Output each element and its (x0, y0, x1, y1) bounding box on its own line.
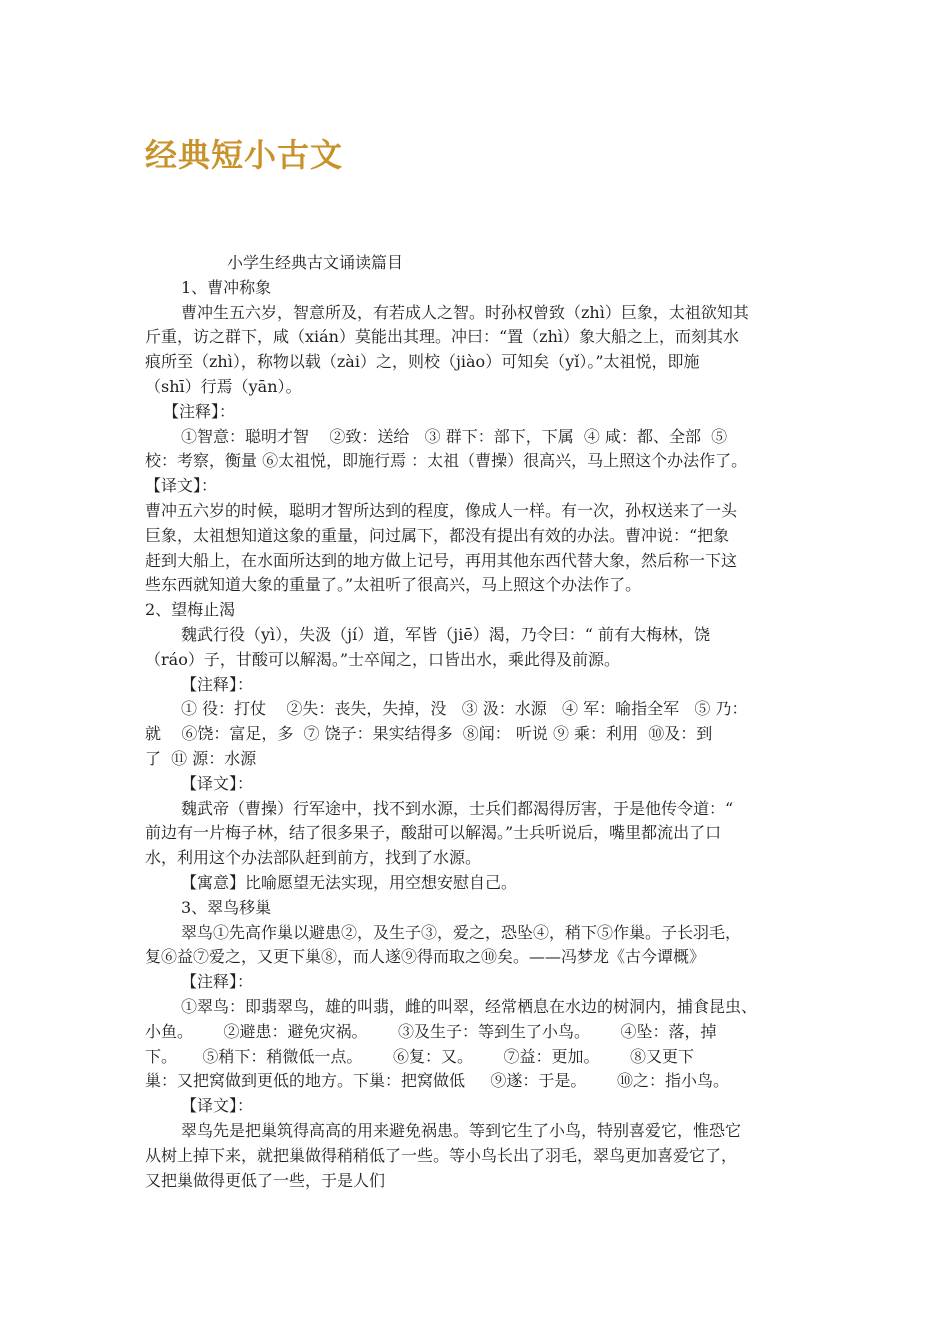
document-title: 经典短小古文 (145, 136, 344, 174)
text-line: 3、翠鸟移巢 (181, 897, 272, 917)
text-line: ① 役：打仗 ②失：丧失，失掉，没 ③ 汲：水源 ④ 军：喻指全军 ⑤ 乃： (181, 699, 748, 719)
text-line: 小鱼。 ②避患：避免灾祸。 ③及生子：等到生了小鸟。 ④坠：落，掉 (145, 1021, 717, 1041)
text-line: 【注释】： (181, 972, 254, 992)
text-line: 曹冲五六岁的时候，聪明才智所达到的程度，像成人一样。有一次，孙权送来了一头 (145, 501, 738, 520)
text-line: （shī）行焉（yān）。 (145, 377, 302, 396)
text-line: 【注释】： (181, 674, 254, 694)
text-line: 【寓意】比喻愿望无法实现，用空想安慰自己。 (181, 873, 518, 892)
text-line: 前边有一片梅子林，结了很多果子，酸甜可以解渴。”士兵听说后，嘴里都流出了口 (145, 823, 722, 843)
text-line: 痕所至（zhì），称物以载（zài）之，则校（jiào）可知矣（yǐ）。”太祖悦，即施 (145, 352, 700, 372)
text-line: 翠鸟①先高作巢以避患②，及生子③，爱之，恐坠④，稍下⑤作巢。子长羽毛， (181, 922, 742, 942)
text-line: 巢：又把窝做到更低的地方。下巢：把窝做低 ⑨遂：于是。 ⑩之：指小鸟。 (145, 1071, 729, 1091)
text-line: ①翠鸟：即翡翠鸟，雄的叫翡，雌的叫翠，经常栖息在水边的树洞内，捕食昆虫、 (181, 997, 758, 1016)
text-line: 从树上掉下来，就把巢做得稍稍低了一些。等小鸟长出了羽毛，翠鸟更加喜爱它了， (145, 1145, 738, 1165)
text-line: 翠鸟先是把巢筑得高高的用来避免祸患。等到它生了小鸟，特别喜爱它，惟恐它 (181, 1121, 742, 1140)
text-line: 魏武行役（yì），失汲（jí）道，军皆（jiē）渴，乃令曰：“ 前有大梅林，饶 (181, 625, 711, 644)
text-line: 魏武帝（曹操）行军途中，找不到水源，士兵们都渴得厉害，于是他传令道：“ (181, 798, 734, 818)
text-line: 斤重，访之群下，咸（xián）莫能出其理。冲曰：“置（zhì）象大船之上，而刻其水 (145, 327, 740, 347)
text-line: 就 ⑥饶：富足，多 ⑦ 饶子：果实结得多 ⑧闻： 听说 ⑨ 乘：利用 ⑩及：到 (145, 724, 713, 744)
text-line: 又把巢做得更低了一些，于是人们 (145, 1170, 386, 1190)
text-line: 赶到大船上，在水面所达到的地方做上记号，再用其他东西代替大象，然后称一下这 (145, 550, 738, 570)
text-line: 2、望梅止渴 (145, 600, 236, 620)
text-line: 巨象，太祖想知道这象的重量，问过属下，都没有提出有效的办法。曹冲说：“把象 (145, 525, 730, 545)
text-line: 了 ⑪ 源：水源 (145, 749, 257, 768)
text-line: （ráo）子，甘酸可以解渴。”士卒闻之，口皆出水，乘此得及前源。 (145, 649, 621, 669)
text-line: 1、曹冲称象 (181, 277, 272, 297)
text-line: 复⑥益⑦爱之，又更下巢⑧，而人遂⑨得而取之⑩矣。——冯梦龙《古今谭概》 (145, 947, 706, 967)
text-line: 【译文】： (181, 773, 254, 793)
text-line: 【注释】： (163, 401, 236, 421)
text-line: 小学生经典古文诵读篇目 (227, 253, 404, 272)
text-line: 些东西就知道大象的重量了。”太祖听了很高兴，马上照这个办法作了。 (145, 575, 642, 595)
text-line: ①智意：聪明才智 ②致：送给 ③ 群下：部下，下属 ④ 咸：都、全部 ⑤ (181, 426, 728, 446)
text-line: 曹冲生五六岁，智意所及，有若成人之智。时孙权曾致（zhì）巨象，太祖欲知其 (181, 302, 749, 322)
text-line: 【译文】： (181, 1096, 254, 1116)
text-line: 下。 ⑤稍下：稍微低一点。 ⑥复：又。 ⑦益：更加。 ⑧又更下 (145, 1046, 694, 1066)
text-line: 水，利用这个办法部队赶到前方，找到了水源。 (145, 848, 482, 868)
text-line: 校：考察，衡量 ⑥太祖悦，即施行焉 ：太祖（曹操）很高兴，马上照这个办法作了。 (145, 451, 748, 471)
text-line: 【译文】： (145, 476, 218, 496)
